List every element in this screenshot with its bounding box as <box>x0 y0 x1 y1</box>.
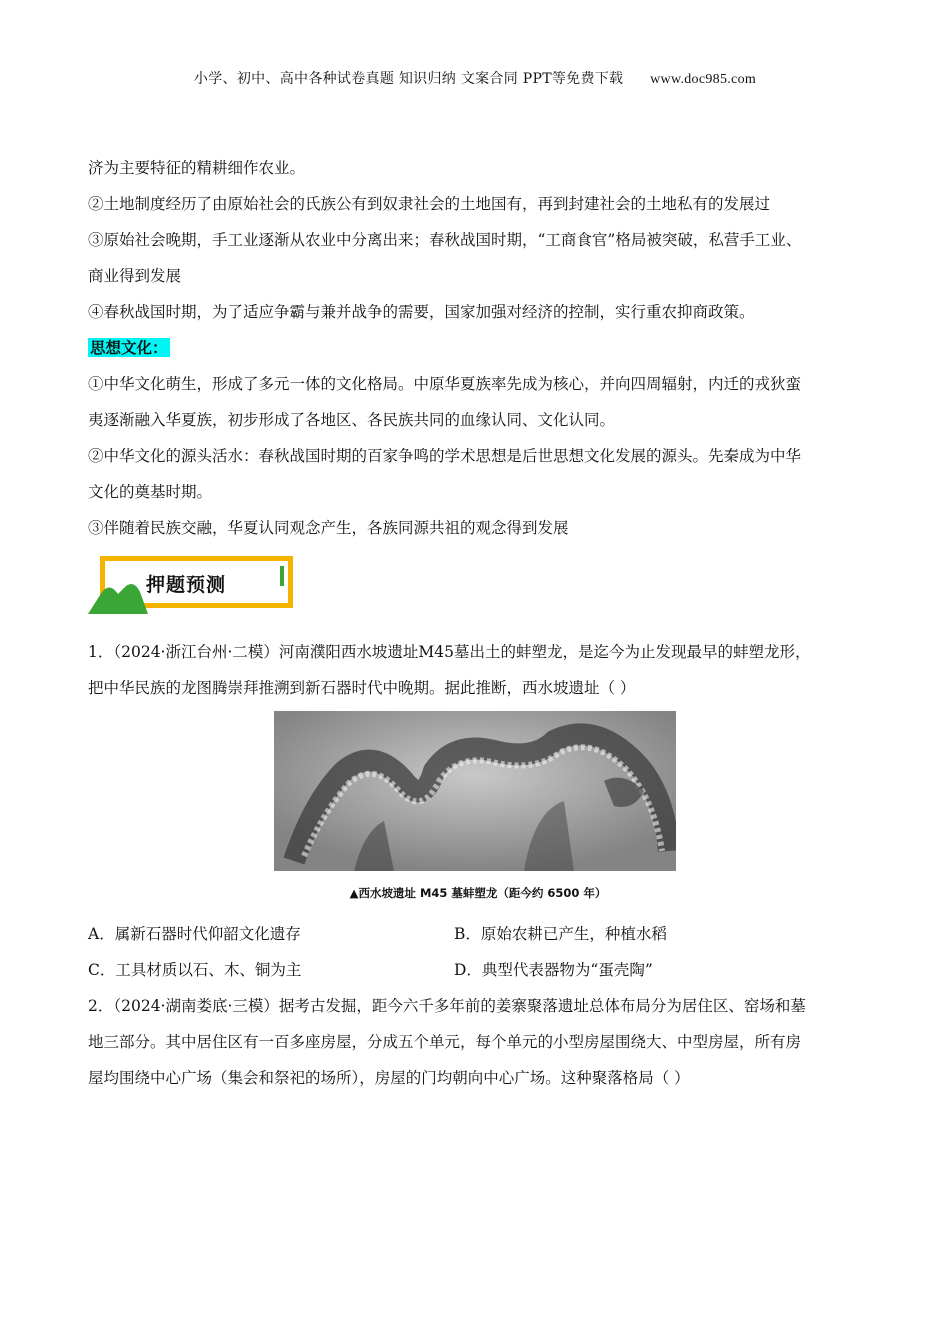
text-line: ③伴随着民族交融，华夏认同观念产生，各族同源共祖的观念得到发展 <box>88 519 569 537</box>
text-line: 济为主要特征的精耕细作农业。 <box>88 159 306 177</box>
section-heading-text: 思想文化： <box>90 338 168 357</box>
text-line: ①中华文化萌生，形成了多元一体的文化格局。中原华夏族率先成为核心，并向四周辐射，内迁的戎狄蛮 <box>88 375 802 393</box>
option-d[interactable]: D．典型代表器物为“蛋壳陶” <box>454 961 653 979</box>
option-c[interactable]: C．工具材质以石、木、铜为主 <box>88 961 302 979</box>
header-site[interactable]: www.doc985.com <box>650 72 757 87</box>
text-line: ④春秋战国时期，为了适应争霸与兼并战争的需要，国家加强对经济的控制，实行重农抑商政策。 <box>88 303 755 321</box>
dragon-photo <box>274 711 676 871</box>
text-line: ②中华文化的源头活水：春秋战国时期的百家争鸣的学术思想是后世思想文化发展的源头。先秦成为中华 <box>88 447 802 465</box>
banner-accent <box>280 566 284 586</box>
text-line: ②土地制度经历了由原始社会的氏族公有到奴隶社会的土地国有，再到封建社会的土地私有的发展过 <box>88 195 771 213</box>
text-line: ③原始社会晚期，手工业逐渐从农业中分离出来；春秋战国时期，“工商食官”格局被突破，私营手工业、 <box>88 231 802 249</box>
prediction-banner <box>88 552 298 614</box>
option-a[interactable]: A．属新石器时代仰韶文化遗存 <box>88 925 301 943</box>
text-line: 夷逐渐融入华夏族，初步形成了各地区、各民族共同的血缘认同、文化认同。 <box>88 411 616 429</box>
text-line: 商业得到发展 <box>88 267 182 285</box>
banner-title: 押题预测 <box>146 574 227 596</box>
mountain-icon <box>88 572 148 614</box>
question-2-line: 地三部分。其中居住区有一百多座房屋，分成五个单元，每个单元的小型房屋围绕大、中型房屋，所有房 <box>88 1033 802 1051</box>
text-line: 文化的奠基时期。 <box>88 483 213 501</box>
page-header <box>0 68 950 88</box>
figure-caption: ▲西水坡遗址 M45 墓蚌塑龙（距今约 6500 年） <box>349 886 607 900</box>
question-1-line: 把中华民族的龙图腾崇拜推溯到新石器时代中晚期。据此推断，西水坡遗址（ ） <box>88 679 636 697</box>
section-heading <box>88 336 170 358</box>
header-text: 小学、初中、高中各种试卷真题 知识归纳 文案合同 PPT等免费下载 <box>193 71 624 87</box>
question-2-line: 屋均围绕中心广场（集会和祭祀的场所），房屋的门均朝向中心广场。这种聚落格局（ ） <box>88 1069 690 1087</box>
question-2-line: 2．（2024·湖南娄底·三模）据考古发掘，距今六千多年前的姜寨聚落遗址总体布局分为居住区、窑场和墓 <box>88 997 806 1015</box>
option-b[interactable]: B．原始农耕已产生，种植水稻 <box>454 925 667 943</box>
question-1-line: 1．（2024·浙江台州·二模）河南濮阳西水坡遗址M45墓出土的蚌塑龙，是迄今为止发现最早的蚌塑龙形， <box>88 643 811 661</box>
